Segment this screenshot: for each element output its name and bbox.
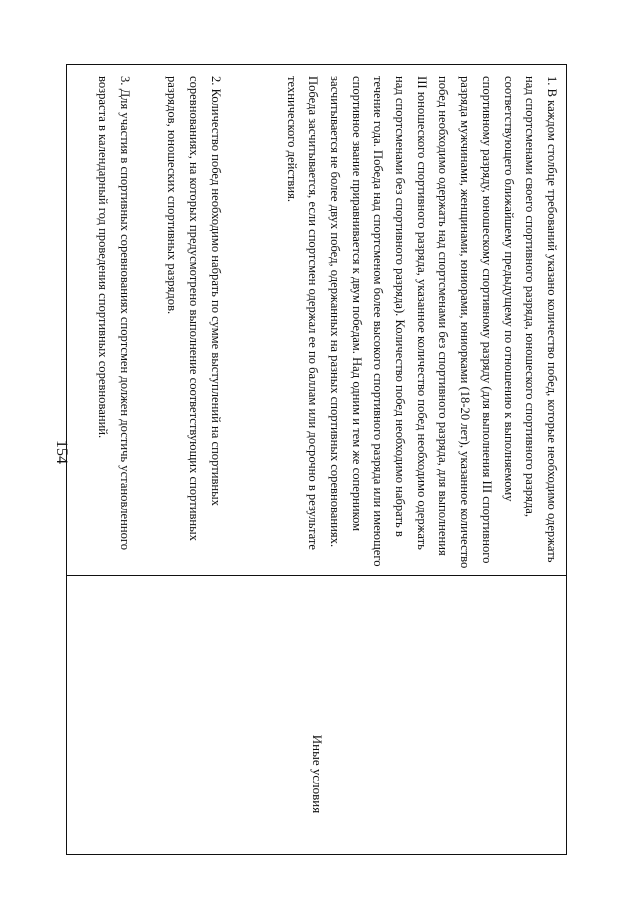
row-label: Иные условия [310, 734, 325, 814]
conditions-content [91, 76, 562, 571]
condition-paragraph-2: 2. Количество побед необходимо набрать по сумме выступлений на спортивных соревнованиях, на которых предусмотрено выполнение соответствующих спортивных разрядов, юношеских спортивных разрядов. [165, 76, 223, 541]
paragraph-spacing [226, 76, 280, 571]
table-header-cell [67, 576, 566, 854]
condition-paragraph-1: 1. В каждом столбце требований указано количество побед, которые необходимо одержать над спортсменами своего спортивного разряда, юношеского спортивного разряда, соответствующего ближайшему предыдущему по отношению к выполняемому спортивному разряду, юношескому спортивному разряду (для выполнения III спортивного разряда мужчинами, женщинами, юниорами, юниорками (18-20 лет), указанное количество побед необходимо одержать над спортсменами без спортивного разряда, для выполнения III юношеского спортивного разряда, указанное количество побед необходимо одержать над спортсменами без спортивного разряда). Количество побед необходимо набрать в течение года. Победа над спортсменом более высокого спортивного разряда или имеющего спортивное звание приравнивается к двум победам. Над одним и тем же соперником засчитывается не более двух побед, одержанных на разных спортивных соревнованиях. Победа засчитывается, если спортсмен одержал ее по баллам или досрочно в результате технического действия. [284, 76, 559, 569]
paragraph-spacing [135, 76, 161, 571]
condition-paragraph-3: 3. Для участия в спортивных соревнованиях спортсмен должен достичь установленного возраста в календарный год проведения спортивных соревнований. [96, 76, 132, 551]
page-number-text: 154 [53, 440, 70, 464]
